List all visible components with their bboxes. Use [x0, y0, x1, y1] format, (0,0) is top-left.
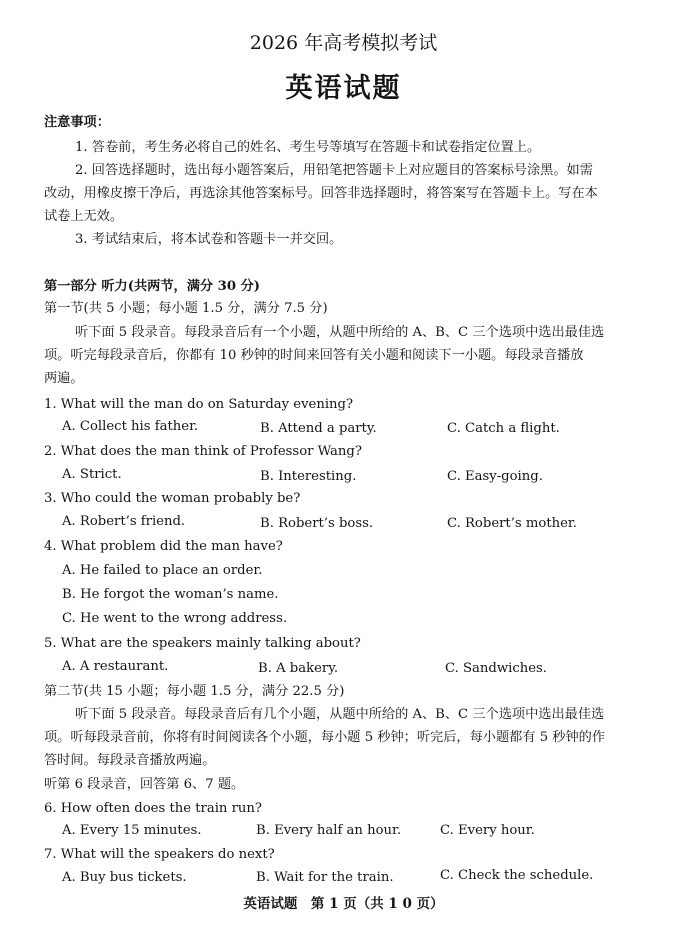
- section1-heading: 第一节(共 5 小题；每小题 1.5 分，满分 7.5 分): [44, 301, 328, 316]
- question-6-option-b: B. Every half an hour.: [256, 823, 402, 838]
- question-5-stem: 5. What are the speakers mainly talking about?: [44, 636, 361, 651]
- question-7-option-a: A. Buy bus tickets.: [62, 870, 187, 885]
- question-2-option-a: A. Strict.: [62, 467, 122, 482]
- question-4-option-c: C. He went to the wrong address.: [62, 611, 288, 626]
- notice-item-3: 3. 考试结束后，将本试卷和答题卡一并交回。: [75, 232, 343, 247]
- question-6-option-c: C. Every hour.: [440, 823, 535, 838]
- section2-instruction-end: 答时间。每段录音播放两遍。: [44, 753, 216, 768]
- section1-instruction-end: 两遍。: [44, 371, 84, 386]
- paper-title: 英语试题: [285, 73, 402, 104]
- question-2-stem: 2. What does the man think of Professor Wang?: [44, 444, 362, 459]
- notice-item-1: 1. 答卷前，考生务必将自己的姓名、考生号等填写在答题卡和试卷指定位置上。: [75, 140, 541, 155]
- question-6-option-a: A. Every 15 minutes.: [62, 823, 202, 838]
- section2-heading: 第二节(共 15 小题；每小题 1.5 分，满分 22.5 分): [44, 684, 345, 699]
- question-1-stem: 1. What will the man do on Saturday evening?: [44, 397, 354, 412]
- notice-item-2-cont: 改动，用橡皮擦干净后，再选涂其他答案标号。回答非选择题时，将答案写在答题卡上。写在本: [44, 186, 598, 201]
- page-footer: 英语试题 第 1 页（共 1 0 页）: [243, 896, 444, 912]
- section2-group-note: 听第 6 段录音，回答第 6、7 题。: [44, 777, 245, 792]
- question-4-option-a: A. He failed to place an order.: [62, 563, 263, 578]
- question-2-option-c: C. Easy-going.: [447, 469, 543, 484]
- question-5-option-a: A. A restaurant.: [62, 659, 169, 674]
- exam-title: 2026 年高考模拟考试: [249, 32, 438, 54]
- question-3-option-b: B. Robert’s boss.: [260, 516, 374, 531]
- question-4-option-b: B. He forgot the woman’s name.: [62, 587, 279, 602]
- question-7-option-b: B. Wait for the train.: [256, 870, 394, 885]
- question-3-option-c: C. Robert’s mother.: [447, 516, 577, 531]
- section1-instruction: 听下面 5 段录音。每段录音后有一个小题，从题中所给的 A、B、C 三个选项中选出最佳选: [75, 325, 605, 340]
- notice-item-2-end: 试卷上无效。: [44, 209, 124, 224]
- question-1-option-b: B. Attend a party.: [260, 421, 377, 436]
- question-1-option-c: C. Catch a flight.: [447, 421, 560, 436]
- notice-heading: 注意事项：: [44, 115, 110, 130]
- notice-item-2: 2. 回答选择题时，选出每小题答案后，用铅笔把答题卡上对应题目的答案标号涂黑。如需: [75, 163, 593, 178]
- question-3-option-a: A. Robert’s friend.: [62, 514, 186, 529]
- part1-heading: 第一部分 听力(共两节，满分 30 分): [44, 279, 261, 294]
- section1-instruction-cont: 项。听完每段录音后，你都有 10 秒钟的时间来回答有关小题和阅读下一小题。每段录音播放: [44, 348, 584, 363]
- question-7-stem: 7. What will the speakers do next?: [44, 847, 275, 862]
- section2-instruction: 听下面 5 段录音。每段录音后有几个小题，从题中所给的 A、B、C 三个选项中选出最佳选: [75, 707, 605, 722]
- question-5-option-c: C. Sandwiches.: [445, 661, 547, 676]
- section2-instruction-cont: 项。听每段录音前，你将有时间阅读各个小题，每小题 5 秒钟；听完后，每小题都有 5 秒钟的作: [44, 730, 606, 745]
- question-6-stem: 6. How often does the train run?: [44, 801, 262, 816]
- question-1-option-a: A. Collect his father.: [62, 419, 199, 434]
- question-2-option-b: B. Interesting.: [260, 469, 357, 484]
- question-7-option-c: C. Check the schedule.: [440, 868, 594, 883]
- question-5-option-b: B. A bakery.: [258, 661, 339, 676]
- question-4-stem: 4. What problem did the man have?: [44, 539, 283, 554]
- question-3-stem: 3. Who could the woman probably be?: [44, 491, 301, 506]
